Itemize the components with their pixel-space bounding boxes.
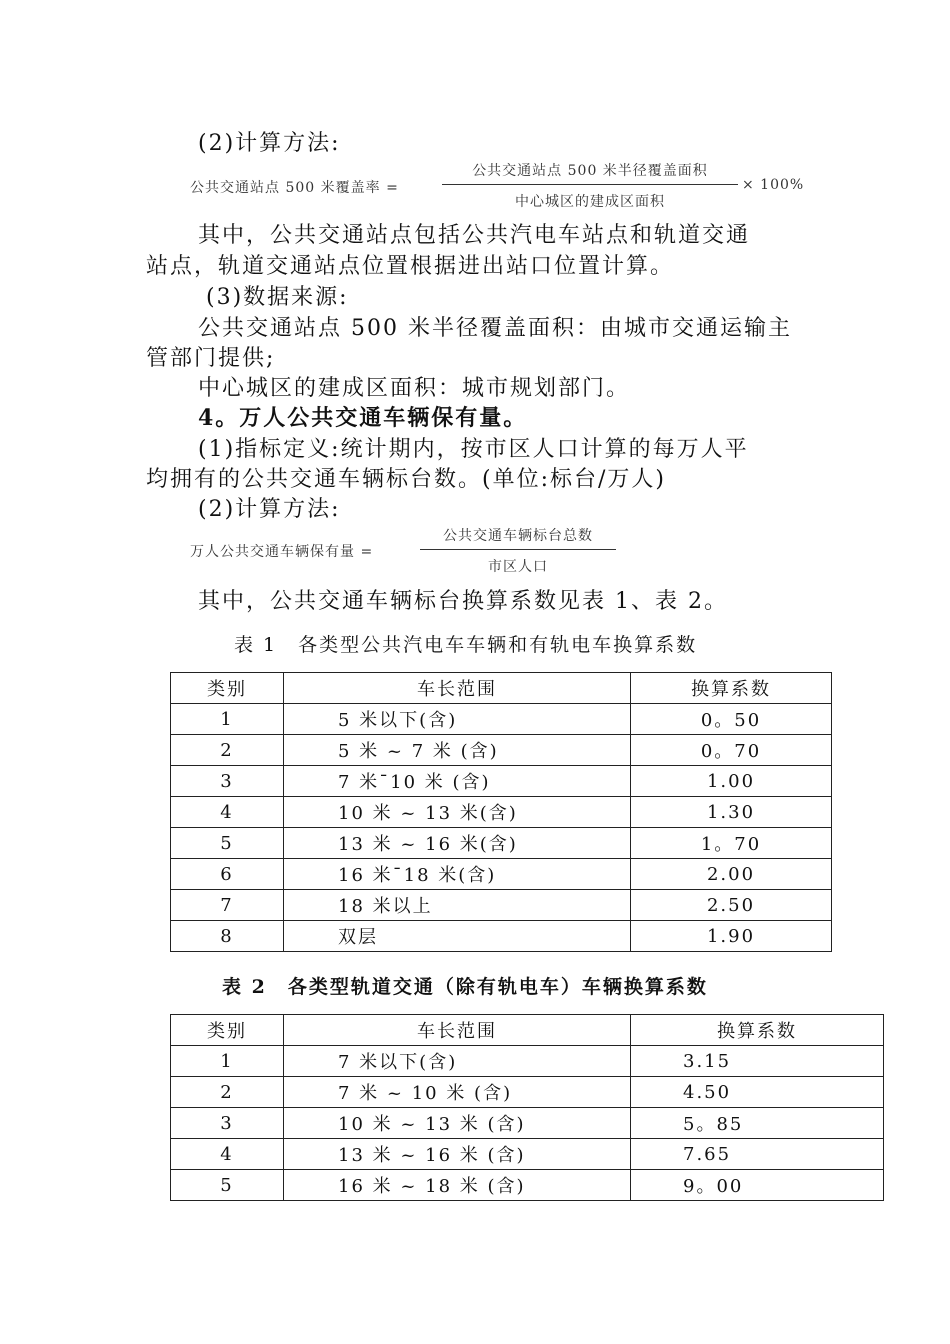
table-cell: 16 米 ~ 18 米 (含) — [284, 1170, 631, 1201]
formula-1-multiplier: × 100% — [742, 177, 805, 193]
table-cell: 10 米 ~ 13 米(含) — [284, 797, 631, 828]
formula-1-numerator: 公共交通站点 500 米半径覆盖面积 — [442, 160, 738, 185]
table-2 — [170, 1014, 884, 1201]
table-1 — [170, 672, 832, 952]
column-header: 类别 — [171, 1015, 284, 1046]
table-cell: 5 米以下(含) — [284, 704, 631, 735]
table-1-caption: 表 1 各类型公共汽电车车辆和有轨电车换算系数 — [234, 634, 698, 656]
table-row — [171, 1077, 884, 1108]
table-cell: 7 米¯10 米 (含) — [284, 766, 631, 797]
table-cell: 1.30 — [631, 797, 832, 828]
table-row — [171, 921, 832, 952]
table-cell: 1 — [171, 1046, 284, 1077]
column-header: 换算系数 — [631, 673, 832, 704]
table-row — [171, 766, 832, 797]
table-cell: 13 米 ~ 16 米 (含) — [284, 1139, 631, 1170]
definition-line1: (1)指标定义:统计期内，按市区人口计算的每万人平 — [198, 437, 749, 462]
table-cell: 4 — [171, 1139, 284, 1170]
source-coverage-line1: 公共交通站点 500 米半径覆盖面积：由城市交通运输主 — [198, 316, 792, 341]
table-cell: 7 米 ~ 10 米 (含) — [284, 1077, 631, 1108]
table-cell: 2.50 — [631, 890, 832, 921]
table-cell: 0。70 — [631, 735, 832, 766]
table-cell: 双层 — [284, 921, 631, 952]
table-cell: 5 — [171, 1170, 284, 1201]
column-header: 车长范围 — [284, 1015, 631, 1046]
column-header: 换算系数 — [631, 1015, 884, 1046]
formula-2-numerator: 公共交通车辆标台总数 — [420, 525, 616, 550]
table-cell: 1。70 — [631, 828, 832, 859]
source-built-area: 中心城区的建成区面积：城市规划部门。 — [198, 376, 631, 401]
table-2-header-row — [171, 1015, 884, 1046]
table-cell: 9。00 — [631, 1170, 884, 1201]
table-cell: 8 — [171, 921, 284, 952]
table-cell: 3.15 — [631, 1046, 884, 1077]
formula-1-denominator: 中心城区的建成区面积 — [515, 194, 665, 210]
section-3-source-label: (3)数据来源: — [206, 285, 349, 310]
formula-2-lhs: 万人公共交通车辆保有量 = — [190, 544, 374, 560]
column-header: 车长范围 — [284, 673, 631, 704]
table-row — [171, 1108, 884, 1139]
table-row — [171, 828, 832, 859]
table-cell: 7 米以下(含) — [284, 1046, 631, 1077]
table-row — [171, 1170, 884, 1201]
table-cell: 2.00 — [631, 859, 832, 890]
table-cell: 18 米以上 — [284, 890, 631, 921]
table-cell: 1.00 — [631, 766, 832, 797]
paragraph-stations-line2: 站点，轨道交通站点位置根据进出站口位置计算。 — [146, 254, 675, 279]
table-cell: 5 — [171, 828, 284, 859]
formula-1-lhs: 公共交通站点 500 米覆盖率 = — [190, 180, 399, 196]
heading-4: 4。万人公共交通车辆保有量。 — [198, 405, 528, 431]
table-cell: 13 米 ~ 16 米(含) — [284, 828, 631, 859]
formula-2-fraction — [420, 525, 616, 576]
table-cell: 2 — [171, 735, 284, 766]
table-row — [171, 1046, 884, 1077]
table-cell: 4 — [171, 797, 284, 828]
table-cell: 6 — [171, 859, 284, 890]
table-cell: 16 米¯18 米(含) — [284, 859, 631, 890]
table-cell: 1.90 — [631, 921, 832, 952]
table-cell: 3 — [171, 1108, 284, 1139]
table-cell: 3 — [171, 766, 284, 797]
column-header: 类别 — [171, 673, 284, 704]
table-cell: 1 — [171, 704, 284, 735]
paragraph-stations-line1: 其中，公共交通站点包括公共汽电车站点和轨道交通 — [198, 223, 751, 248]
table-cell: 7.65 — [631, 1139, 884, 1170]
table-cell: 0。50 — [631, 704, 832, 735]
table-2-caption: 表 2 各类型轨道交通（除有轨电车）车辆换算系数 — [222, 976, 708, 998]
table-row — [171, 704, 832, 735]
section-3-method-label: (2)计算方法: — [198, 131, 341, 156]
table-row — [171, 1139, 884, 1170]
table-cell: 10 米 ~ 13 米 (含) — [284, 1108, 631, 1139]
source-coverage-line2: 管部门提供; — [146, 346, 276, 371]
table-row — [171, 735, 832, 766]
table-cell: 7 — [171, 890, 284, 921]
table-row — [171, 890, 832, 921]
table-cell: 2 — [171, 1077, 284, 1108]
table-cell: 5。85 — [631, 1108, 884, 1139]
definition-line2: 均拥有的公共交通车辆标台数。(单位:标台/万人) — [146, 467, 666, 492]
table-cell: 4.50 — [631, 1077, 884, 1108]
paragraph-tables-ref: 其中，公共交通车辆标台换算系数见表 1、表 2。 — [198, 589, 728, 614]
table-cell: 5 米 ~ 7 米 (含) — [284, 735, 631, 766]
formula-1-fraction — [442, 160, 738, 211]
table-row — [171, 797, 832, 828]
table-row — [171, 859, 832, 890]
section-4-method-label: (2)计算方法: — [198, 497, 341, 522]
formula-2-denominator: 市区人口 — [488, 559, 548, 575]
table-1-header-row — [171, 673, 832, 704]
